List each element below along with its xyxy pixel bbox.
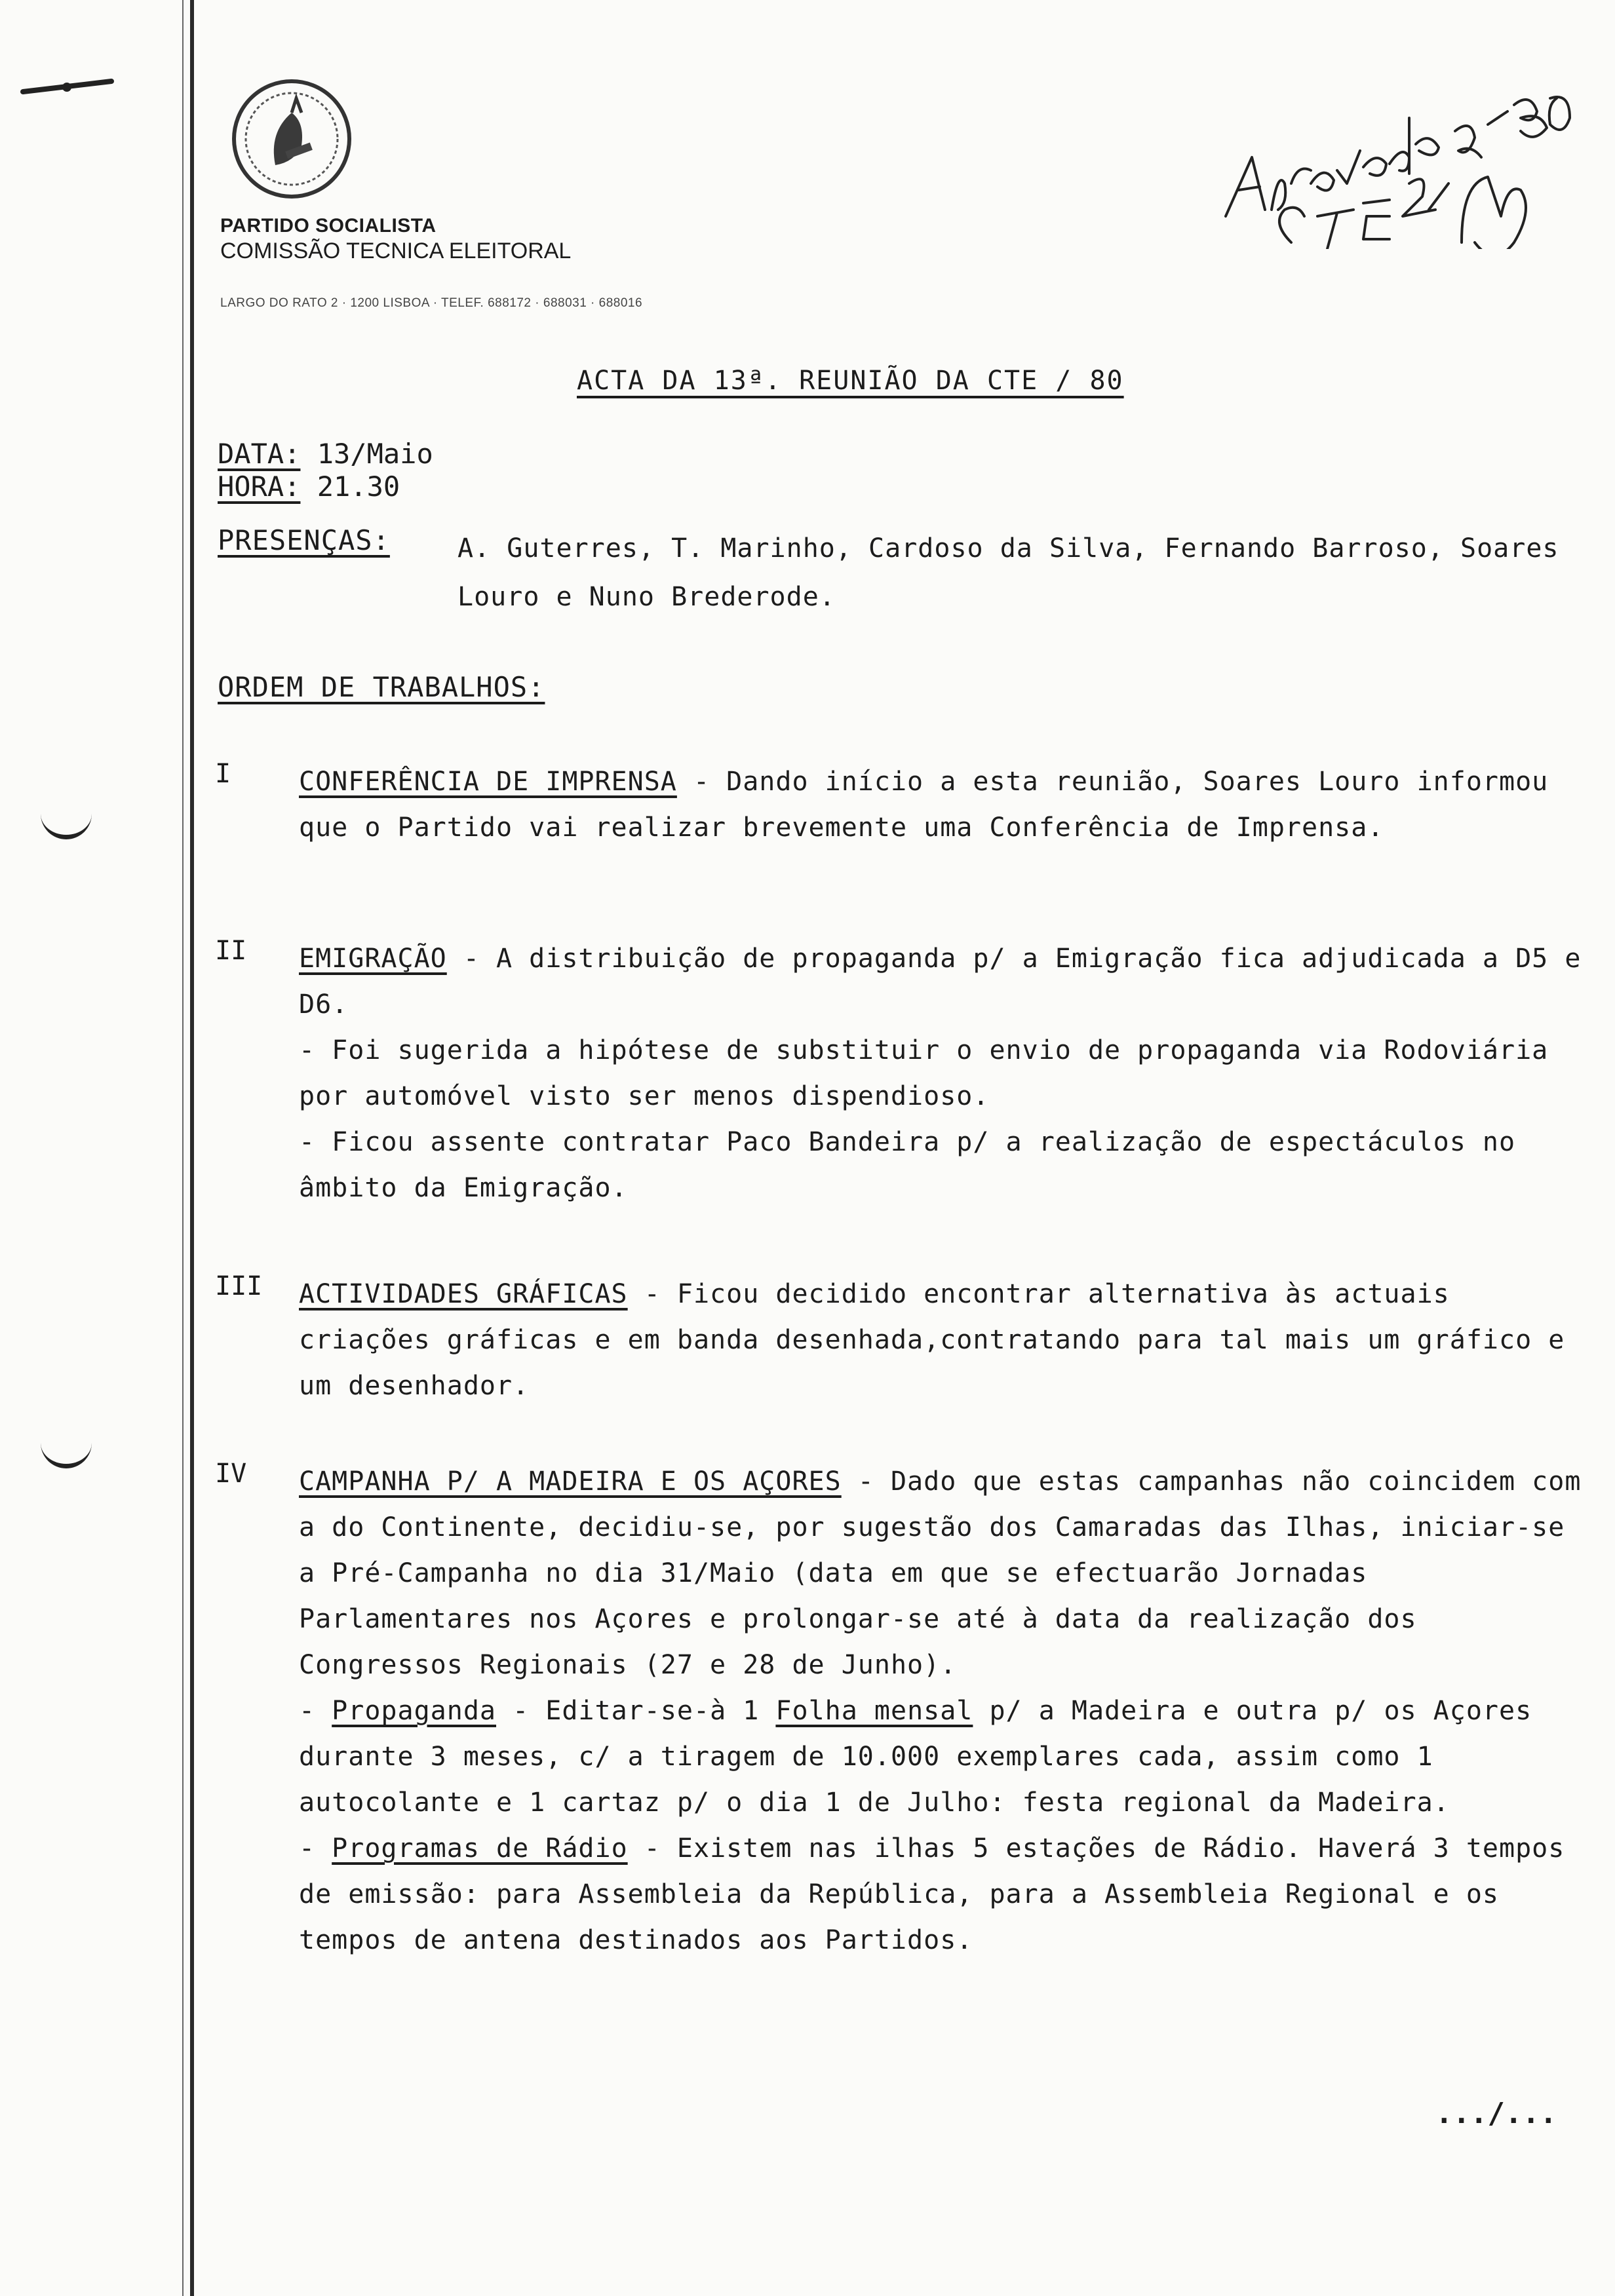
party-logo-seal — [223, 73, 360, 204]
date-value: 13/Maio — [317, 438, 433, 470]
section-title: ACTIVIDADES GRÁFICAS — [299, 1279, 628, 1309]
propaganda-label: Propaganda — [332, 1696, 496, 1726]
presences-label: PRESENÇAS: — [218, 524, 390, 556]
section-body — [299, 1459, 1597, 1963]
document-title: ACTA DA 13ª. REUNIÃO DA CTE / 80 — [577, 366, 1124, 396]
section-text: - A distribuição de propaganda p/ a Emigração fica adjudicada a D5 e D6. — [299, 944, 1582, 1020]
commission-name: COMISSÃO TECNICA ELEITORAL — [220, 239, 572, 263]
section-body — [299, 936, 1597, 1211]
section-body — [299, 1271, 1597, 1409]
folha-mensal: Folha mensal — [775, 1696, 973, 1726]
section-number: I — [215, 759, 231, 789]
radio-paragraph: - Programas de Rádio - Existem nas ilhas 5 estações de Rádio. Haverá 3 tempos de emissão: para Assembleia da República, para a Assembleia Regional e os tempos de antena destinados aos Partidos. — [299, 1833, 1565, 1955]
section-body — [299, 759, 1597, 851]
propaganda-paragraph: - Propaganda - Editar-se-à 1 Folha mensal p/ a Madeira e outra p/ os Açores durante 3 meses, c/ a tiragem de 10.000 exemplares cada, assim como 1 autocolante e 1 cartaz p/ o dia 1 de Julho: festa regional da Madeira. — [299, 1696, 1532, 1818]
section-number: IV — [215, 1459, 247, 1489]
punch-hole-mark — [41, 806, 92, 839]
party-name: PARTIDO SOCIALISTA — [220, 215, 437, 237]
section-number: III — [215, 1271, 263, 1301]
propaganda-post: p/ a Madeira e outra p/ os Açores durante 3 meses, c/ a tiragem de 10.000 exemplares cada, assim como 1 autocolante e 1 cartaz p/ o dia 1 de Julho: festa regional da Madeira. — [299, 1696, 1532, 1818]
section-text: - Dando início a esta reunião, Soares Louro informou que o Partido vai realizar brevemente uma Conferência de Imprensa. — [299, 767, 1549, 843]
date-label: DATA: — [218, 438, 301, 470]
time-value: 21.30 — [317, 470, 400, 503]
margin-line-thin — [182, 0, 184, 2296]
section-item: - Foi sugerida a hipótese de substituir o envio de propaganda via Rodoviária por automóvel visto ser menos dispendioso. — [299, 1035, 1549, 1111]
section-title: EMIGRAÇÃO — [299, 944, 447, 974]
section-text: - Ficou decidido encontrar alternativa às actuais criações gráficas e em banda desenhada,contratando para tal mais um gráfico e um desenhador. — [299, 1279, 1565, 1401]
section-title: CONFERÊNCIA DE IMPRENSA — [299, 767, 677, 797]
handwritten-approval-note — [1213, 52, 1580, 249]
time-label: HORA: — [218, 470, 301, 503]
section-text: - Dado que estas campanhas não coincidem com a do Continente, decidiu-se, por sugestão dos Camaradas das Ilhas, iniciar-se a Pré-Campanha no dia 31/Maio (data em que se efectuarão Jornadas Parlamentares nos Açores e prolongar-se até à data da realização dos Congressos Regionais (27 e 28 de Junho). — [299, 1466, 1582, 1680]
section-number: II — [215, 936, 247, 966]
letterhead-address: LARGO DO RATO 2 · 1200 LISBOA · TELEF. 688172 · 688031 · 688016 — [220, 296, 643, 310]
propaganda-pre: - Editar-se-à 1 — [496, 1696, 776, 1726]
agenda-heading: ORDEM DE TRABALHOS: — [218, 671, 545, 703]
section-item: - Ficou assente contratar Paco Bandeira p/ a realização de espectáculos no âmbito da Emigração. — [299, 1127, 1516, 1203]
annotation-text-1: Aprovado — [1213, 52, 1216, 53]
section-title: CAMPANHA P/ A MADEIRA E OS AÇORES — [299, 1466, 842, 1497]
date-row — [218, 438, 433, 470]
pencil-stroke-mark — [20, 77, 118, 97]
radio-label: Programas de Rádio — [332, 1833, 628, 1864]
radio-post: - Existem nas ilhas 5 estações de Rádio. Haverá 3 tempos de emissão: para Assembleia da República, para a Assembleia Regional e os tempos de antena destinados aos Partidos. — [299, 1833, 1565, 1955]
margin-line — [190, 0, 194, 2296]
time-row — [218, 470, 400, 503]
continued-marker: .../... — [1435, 2097, 1557, 2130]
presences-text: A. Guterres, T. Marinho, Cardoso da Silva, Fernando Barroso, Soares Louro e Nuno Brederode. — [457, 533, 1559, 612]
punch-hole-mark — [41, 1435, 92, 1468]
